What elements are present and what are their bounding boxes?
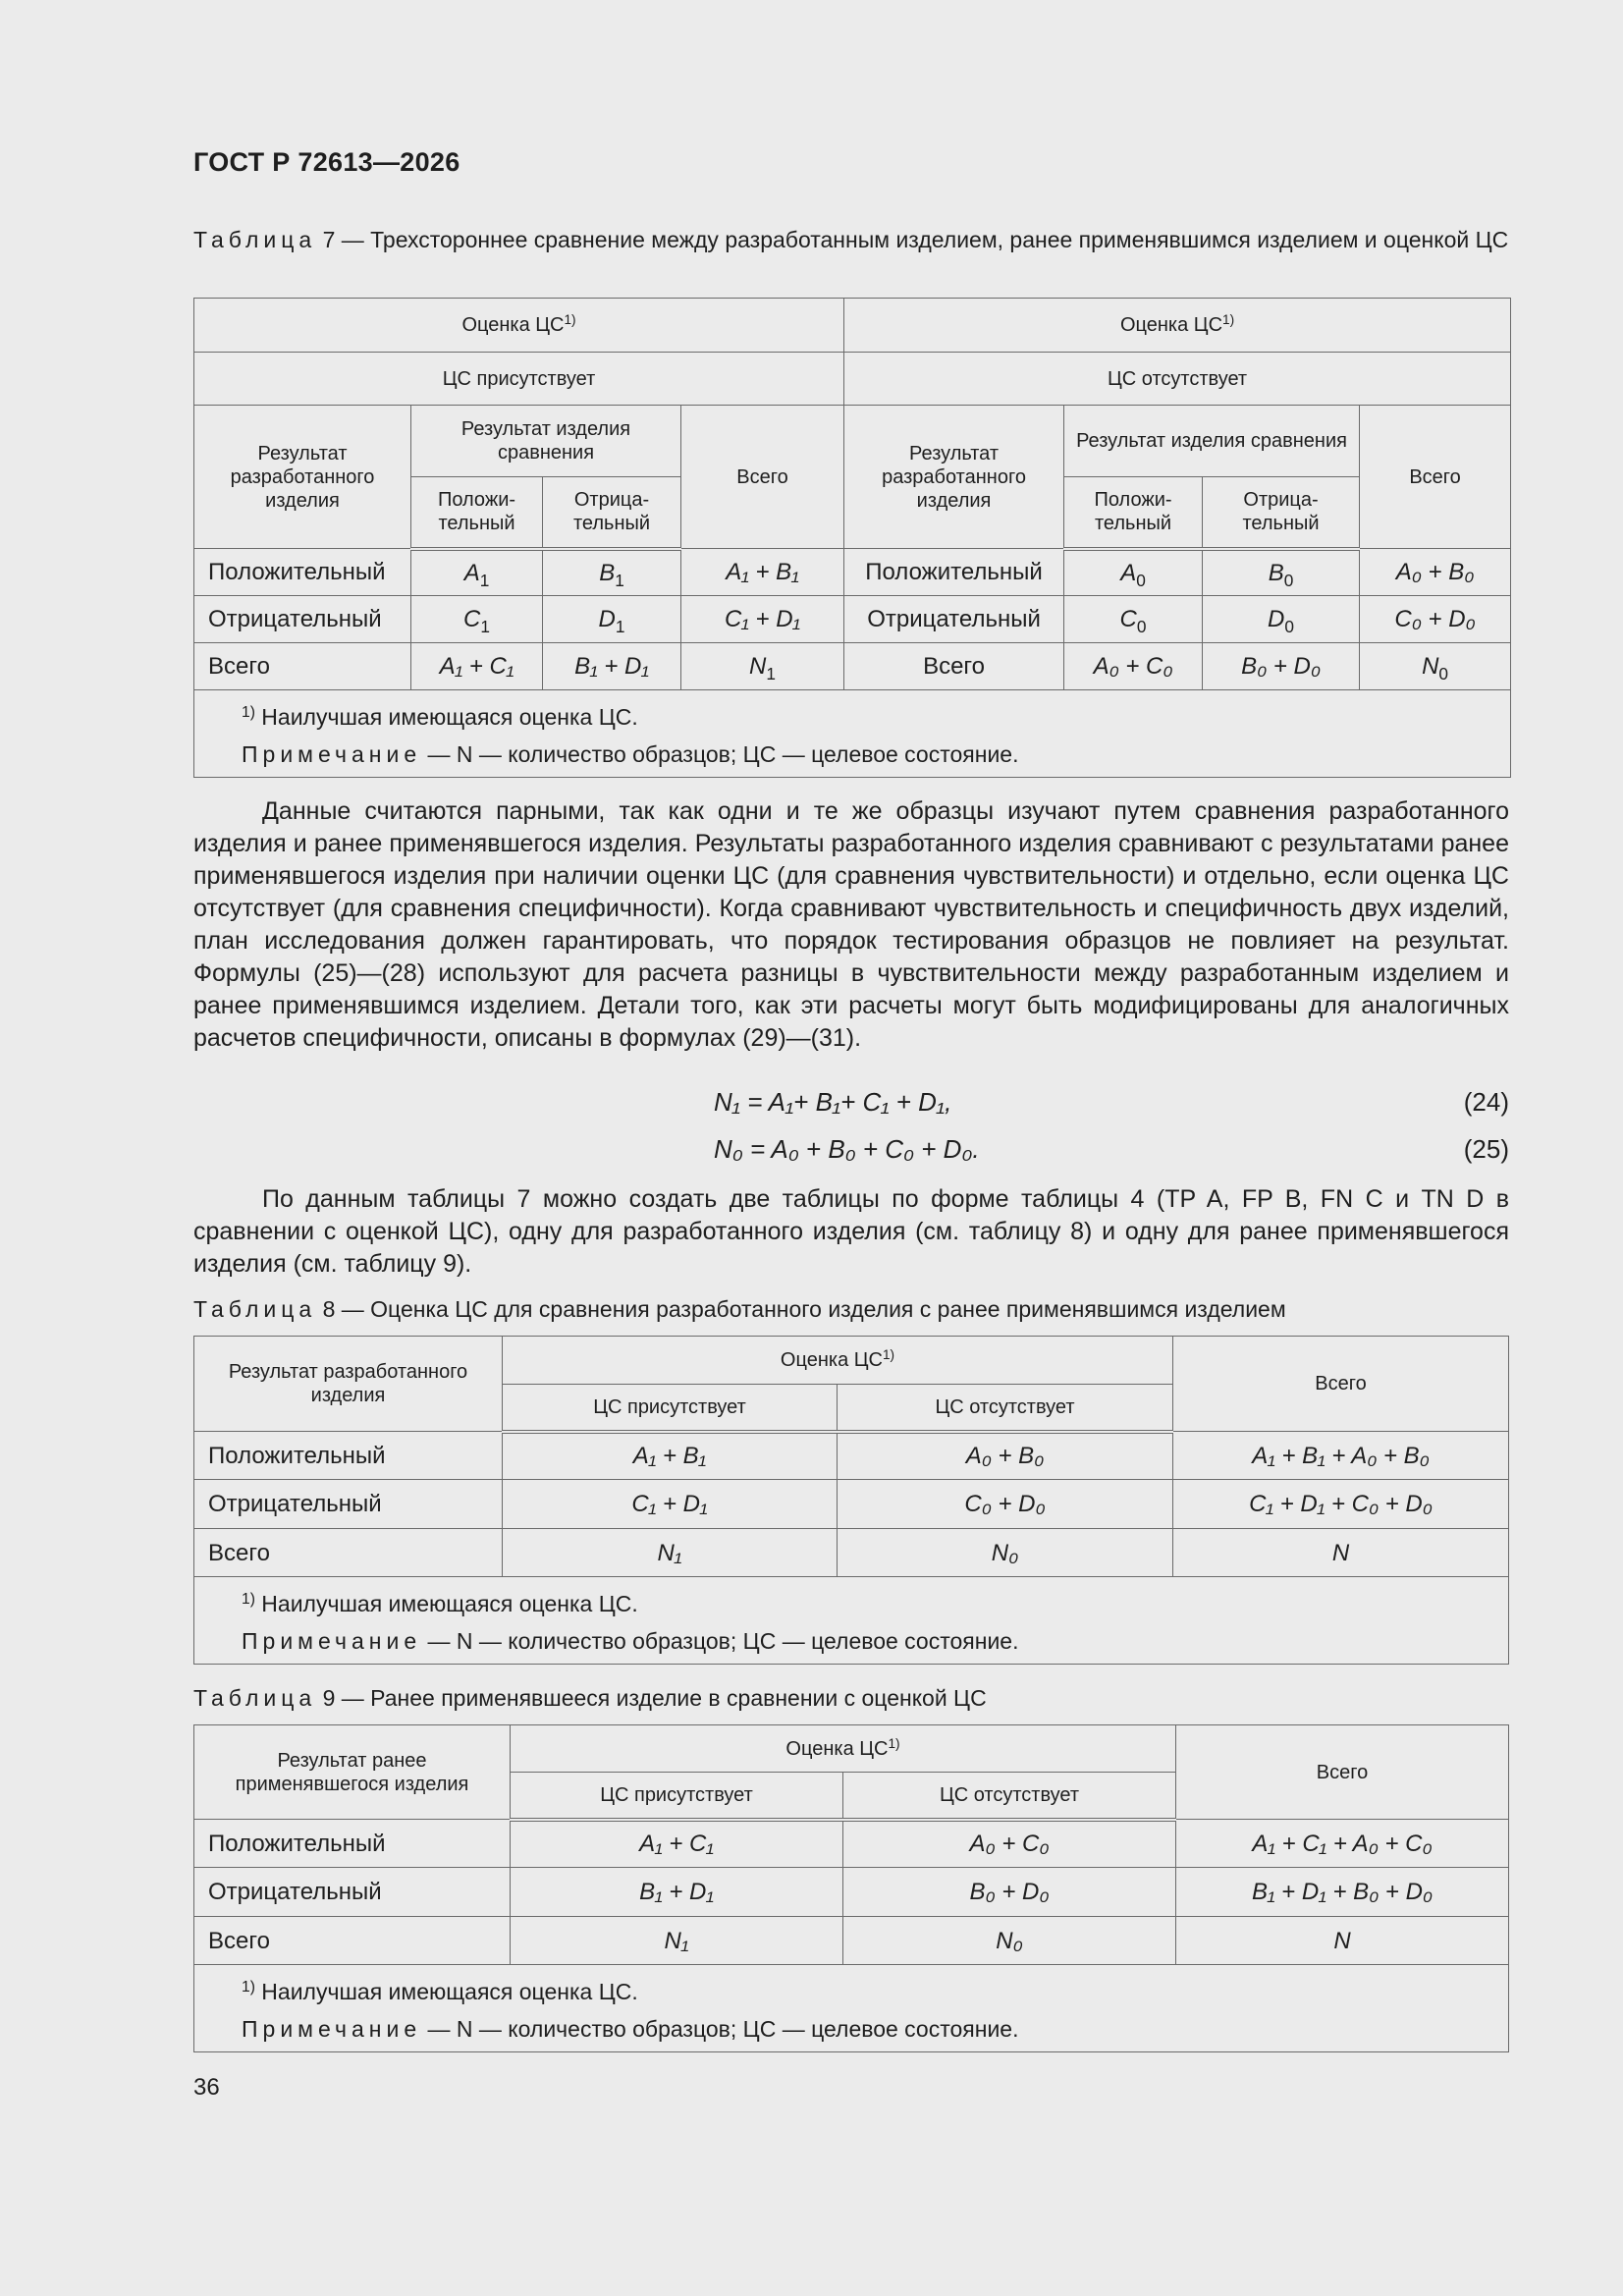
formula-25: N₀ = A₀ + B₀ + C₀ + D₀. (25) bbox=[714, 1134, 1509, 1164]
table8-cs-absent: ЦС отсутствует bbox=[838, 1385, 1173, 1432]
table9-footnote: $^{1)}$ Наилучшая имеющаяся оценка ЦС. bbox=[242, 1979, 638, 2004]
page-number: 36 bbox=[193, 2074, 220, 2101]
table-7 bbox=[193, 298, 1511, 778]
table-row: Положительный A₁ + B₁ A₀ + B₀ A₁ + B₁ + A₀ + B₀ bbox=[194, 1432, 1509, 1480]
table7-result-dev-left: Результат разработанного изделия bbox=[194, 406, 411, 549]
table7-head-ocenka-left: Оценка ЦС$^{1)}$ bbox=[194, 299, 844, 353]
table9-col-result: Результат ранее применявшегося изделия bbox=[194, 1725, 511, 1820]
table9-caption: Таблица 9 — Ранее применявшееся изделие в сравнении с оценкой ЦС bbox=[193, 1685, 987, 1711]
table7-total-left: Всего bbox=[681, 406, 844, 549]
table-row: Положительный A₁ + C₁ A₀ + C₀ A₁ + C₁ + A₀ + C₀ bbox=[194, 1820, 1509, 1868]
table8-notes bbox=[194, 1577, 1509, 1665]
body-paragraph-1: Данные считаются парными, так как одни и те же образцы изучают путем сравнения разработанного изделия и ранее применявшегося изделия. Результаты разработанного изделия сравнивают с результатами ранее применявшегося изделия при наличии оценки ЦС (для сравнения чувствительности) и отдельно, если оценка ЦС отсутствует (для сравнения специфичности). Когда сравнивают чувствительность и специфичность двух изделий, план исследования должен гарантировать, что порядок тестирования образцов не повлияет на результат. Формулы (25)—(28) используют для расчета разницы в чувствительности между разработанным изделием и ранее применявшимся изделием. Детали того, как эти расчеты могут быть модифицированы для аналогичных расчетов специфичности, описаны в формулах (29)—(31). bbox=[193, 797, 1509, 1052]
table7-pos-left: Положи-тельный bbox=[411, 477, 543, 549]
table9-col-total: Всего bbox=[1176, 1725, 1509, 1820]
table7-neg-left: Отрица-тельный bbox=[543, 477, 681, 549]
page-header: ГОСТ Р 72613—2026 bbox=[193, 147, 460, 177]
table9-cs-absent: ЦС отсутствует bbox=[843, 1773, 1176, 1820]
table7-caption bbox=[193, 225, 1509, 255]
table8-note: Примечание — N — количество образцов; ЦС — целевое состояние. bbox=[242, 1628, 1019, 1654]
table-row: Всего N₁ N₀ N bbox=[194, 1529, 1509, 1577]
formula-24: N₁ = A₁+ B₁+ C₁ + D₁, (24) bbox=[714, 1087, 1509, 1117]
table7-caption-text: 7 — Трехстороннее сравнение между разработанным изделием, ранее применявшимся изделием и оценкой ЦС bbox=[316, 227, 1509, 252]
table7-result-cmp-left: Результат изделия сравнения bbox=[411, 406, 681, 477]
table8-col-result: Результат разработанного изделия bbox=[194, 1337, 503, 1432]
table-row: Всего A₁ + C₁ B₁ + D₁ $N_1$ Всего A₀ + C₀ B₀ + D₀ $N_0$ bbox=[194, 643, 1511, 690]
table7-cs-absent: ЦС отсутствует bbox=[844, 353, 1511, 406]
table7-result-cmp-right: Результат изделия сравнения bbox=[1064, 406, 1360, 477]
table8-col-total: Всего bbox=[1173, 1337, 1509, 1432]
table9-note: Примечание — N — количество образцов; ЦС — целевое состояние. bbox=[242, 2016, 1019, 2042]
table7-pos-right: Положи-тельный bbox=[1064, 477, 1203, 549]
body-paragraph-2: По данным таблицы 7 можно создать две таблицы по форме таблицы 4 (TP A, FP B, FN C и TN D в сравнении с оценкой ЦС), одну для разработанного изделия (см. таблицу 8) и одну для ранее применявшегося изделия (см. таблицу 9). bbox=[193, 1185, 1510, 1278]
table-row: Отрицательный C₁ + D₁ C₀ + D₀ C₁ + D₁ + C₀ + D₀ bbox=[194, 1480, 1509, 1529]
table7-note: Примечание — N — количество образцов; ЦС — целевое состояние. bbox=[242, 741, 1019, 767]
table-8 bbox=[193, 1336, 1509, 1665]
table7-neg-right: Отрица-тельный bbox=[1203, 477, 1360, 549]
table8-footnote: $^{1)}$ Наилучшая имеющаяся оценка ЦС. bbox=[242, 1591, 638, 1616]
table7-result-dev-right: Результат разработанного изделия bbox=[844, 406, 1064, 549]
table7-head-ocenka-right: Оценка ЦС$^{1)}$ bbox=[844, 299, 1511, 353]
table9-head-ocenka: Оценка ЦС$^{1)}$ bbox=[511, 1725, 1176, 1773]
table7-footnote: $^{1)}$ Наилучшая имеющаяся оценка ЦС. bbox=[242, 704, 638, 730]
table7-notes bbox=[194, 690, 1511, 778]
table-row: Всего N₁ N₀ N bbox=[194, 1917, 1509, 1965]
table7-caption-word: Таблица bbox=[193, 227, 317, 252]
table-row: Отрицательный B₁ + D₁ B₀ + D₀ B₁ + D₁ + B₀ + D₀ bbox=[194, 1868, 1509, 1917]
table-row: Положительный $A_1$ $B_1$ A₁ + B₁ Положительный $A_0$ $B_0$ A₀ + B₀ bbox=[194, 549, 1511, 596]
table8-cs-present: ЦС присутствует bbox=[503, 1385, 838, 1432]
table9-notes bbox=[194, 1965, 1509, 2052]
table8-head-ocenka: Оценка ЦС$^{1)}$ bbox=[503, 1337, 1173, 1385]
table9-cs-present: ЦС присутствует bbox=[511, 1773, 843, 1820]
table-9 bbox=[193, 1724, 1509, 2052]
table7-total-right: Всего bbox=[1360, 406, 1511, 549]
table8-caption: Таблица 8 — Оценка ЦС для сравнения разработанного изделия с ранее применявшимся изделием bbox=[193, 1296, 1286, 1322]
table7-cs-present: ЦС присутствует bbox=[194, 353, 844, 406]
table-row: Отрицательный $C_1$ $D_1$ C₁ + D₁ Отрицательный $C_0$ $D_0$ C₀ + D₀ bbox=[194, 596, 1511, 643]
